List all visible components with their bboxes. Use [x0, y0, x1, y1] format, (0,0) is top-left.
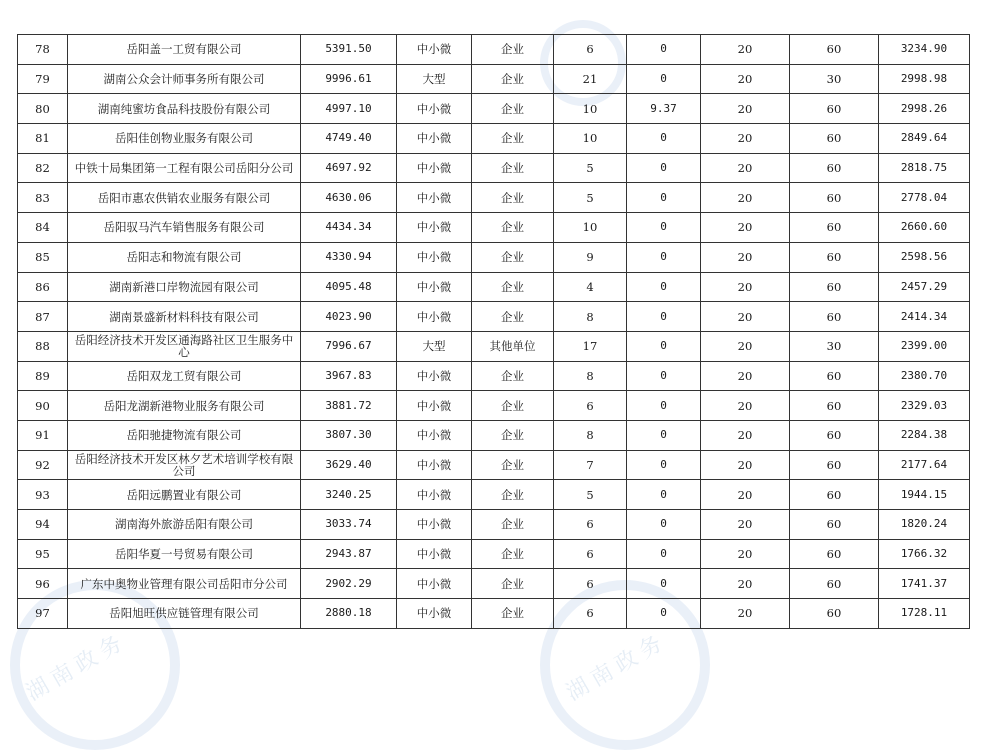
score-c-cell: 60 [790, 480, 879, 510]
score-c-cell: 60 [790, 539, 879, 569]
company-name-cell: 岳阳华夏一号贸易有限公司 [68, 539, 301, 569]
amount-cell: 3240.25 [301, 480, 397, 510]
total-amount-cell: 2399.00 [879, 331, 970, 361]
amount-cell: 3033.74 [301, 510, 397, 540]
row-number-cell: 89 [18, 361, 68, 391]
employee-count-cell: 21 [554, 64, 627, 94]
score-b-cell: 20 [701, 302, 790, 332]
score-a-cell: 0 [627, 35, 701, 65]
amount-cell: 2943.87 [301, 539, 397, 569]
score-c-cell: 60 [790, 391, 879, 421]
table-row [18, 94, 970, 124]
company-name-cell: 岳阳经济技术开发区通海路社区卫生服务中心 [68, 331, 301, 361]
unit-type-cell: 企业 [472, 242, 554, 272]
score-a-cell: 0 [627, 450, 701, 480]
employee-count-cell: 6 [554, 599, 627, 629]
unit-type-cell: 企业 [472, 510, 554, 540]
total-amount-cell: 1766.32 [879, 539, 970, 569]
row-number-cell: 83 [18, 183, 68, 213]
enterprise-size-cell: 中小微 [397, 599, 472, 629]
score-a-cell: 0 [627, 213, 701, 243]
row-number-cell: 87 [18, 302, 68, 332]
table-row [18, 242, 970, 272]
score-b-cell: 20 [701, 64, 790, 94]
total-amount-cell: 2778.04 [879, 183, 970, 213]
company-name-cell: 岳阳远鹏置业有限公司 [68, 480, 301, 510]
total-amount-cell: 2849.64 [879, 124, 970, 154]
enterprise-size-cell: 中小微 [397, 272, 472, 302]
score-c-cell: 60 [790, 94, 879, 124]
score-b-cell: 20 [701, 539, 790, 569]
total-amount-cell: 2329.03 [879, 391, 970, 421]
employee-count-cell: 10 [554, 124, 627, 154]
score-b-cell: 20 [701, 35, 790, 65]
employee-count-cell: 6 [554, 510, 627, 540]
score-c-cell: 60 [790, 35, 879, 65]
total-amount-cell: 1820.24 [879, 510, 970, 540]
table-row [18, 391, 970, 421]
row-number-cell: 97 [18, 599, 68, 629]
amount-cell: 4997.10 [301, 94, 397, 124]
row-number-cell: 90 [18, 391, 68, 421]
unit-type-cell: 企业 [472, 183, 554, 213]
enterprise-size-cell: 中小微 [397, 242, 472, 272]
score-a-cell: 9.37 [627, 94, 701, 124]
score-c-cell: 60 [790, 302, 879, 332]
score-c-cell: 60 [790, 124, 879, 154]
amount-cell: 7996.67 [301, 331, 397, 361]
enterprise-size-cell: 中小微 [397, 569, 472, 599]
unit-type-cell: 企业 [472, 391, 554, 421]
row-number-cell: 94 [18, 510, 68, 540]
total-amount-cell: 2414.34 [879, 302, 970, 332]
table-body [18, 35, 970, 629]
row-number-cell: 86 [18, 272, 68, 302]
row-number-cell: 91 [18, 420, 68, 450]
company-name-cell: 岳阳志和物流有限公司 [68, 242, 301, 272]
amount-cell: 4697.92 [301, 153, 397, 183]
watermark-text-left: 湖南政务 [22, 628, 132, 707]
score-b-cell: 20 [701, 420, 790, 450]
row-number-cell: 85 [18, 242, 68, 272]
score-a-cell: 0 [627, 480, 701, 510]
total-amount-cell: 2177.64 [879, 450, 970, 480]
unit-type-cell: 企业 [472, 124, 554, 154]
score-b-cell: 20 [701, 361, 790, 391]
table-row [18, 450, 970, 480]
score-a-cell: 0 [627, 302, 701, 332]
score-c-cell: 60 [790, 361, 879, 391]
company-name-cell: 岳阳驭马汽车销售服务有限公司 [68, 213, 301, 243]
company-name-cell: 中铁十局集团第一工程有限公司岳阳分公司 [68, 153, 301, 183]
table-row [18, 183, 970, 213]
total-amount-cell: 2660.60 [879, 213, 970, 243]
total-amount-cell: 1741.37 [879, 569, 970, 599]
table-row [18, 64, 970, 94]
score-a-cell: 0 [627, 272, 701, 302]
unit-type-cell: 企业 [472, 35, 554, 65]
enterprise-size-cell: 中小微 [397, 480, 472, 510]
table-row [18, 153, 970, 183]
score-b-cell: 20 [701, 94, 790, 124]
amount-cell: 4330.94 [301, 242, 397, 272]
row-number-cell: 92 [18, 450, 68, 480]
total-amount-cell: 2380.70 [879, 361, 970, 391]
amount-cell: 5391.50 [301, 35, 397, 65]
enterprise-size-cell: 大型 [397, 64, 472, 94]
unit-type-cell: 企业 [472, 94, 554, 124]
enterprise-size-cell: 中小微 [397, 94, 472, 124]
amount-cell: 4095.48 [301, 272, 397, 302]
score-a-cell: 0 [627, 420, 701, 450]
table-row [18, 272, 970, 302]
employee-count-cell: 5 [554, 480, 627, 510]
row-number-cell: 79 [18, 64, 68, 94]
enterprise-size-cell: 中小微 [397, 213, 472, 243]
employee-count-cell: 8 [554, 302, 627, 332]
amount-cell: 9996.61 [301, 64, 397, 94]
score-c-cell: 60 [790, 242, 879, 272]
table-row [18, 124, 970, 154]
table-row [18, 302, 970, 332]
employee-count-cell: 10 [554, 213, 627, 243]
total-amount-cell: 2998.98 [879, 64, 970, 94]
table-row [18, 599, 970, 629]
employee-count-cell: 8 [554, 361, 627, 391]
unit-type-cell: 企业 [472, 450, 554, 480]
score-a-cell: 0 [627, 539, 701, 569]
score-a-cell: 0 [627, 599, 701, 629]
total-amount-cell: 2998.26 [879, 94, 970, 124]
score-c-cell: 60 [790, 183, 879, 213]
unit-type-cell: 企业 [472, 420, 554, 450]
row-number-cell: 78 [18, 35, 68, 65]
amount-cell: 4630.06 [301, 183, 397, 213]
total-amount-cell: 2284.38 [879, 420, 970, 450]
score-a-cell: 0 [627, 510, 701, 540]
company-name-cell: 湖南纯蜜坊食品科技股份有限公司 [68, 94, 301, 124]
amount-cell: 4023.90 [301, 302, 397, 332]
score-c-cell: 60 [790, 420, 879, 450]
company-name-cell: 湖南公众会计师事务所有限公司 [68, 64, 301, 94]
row-number-cell: 93 [18, 480, 68, 510]
company-name-cell: 湖南景盛新材料科技有限公司 [68, 302, 301, 332]
company-name-cell: 岳阳经济技术开发区林夕艺术培训学校有限公司 [68, 450, 301, 480]
score-b-cell: 20 [701, 242, 790, 272]
company-name-cell: 岳阳旭旺供应链管理有限公司 [68, 599, 301, 629]
amount-cell: 3629.40 [301, 450, 397, 480]
table-row [18, 510, 970, 540]
amount-cell: 3881.72 [301, 391, 397, 421]
score-a-cell: 0 [627, 361, 701, 391]
enterprise-size-cell: 中小微 [397, 510, 472, 540]
table-row [18, 331, 970, 361]
row-number-cell: 95 [18, 539, 68, 569]
enterprise-size-cell: 中小微 [397, 35, 472, 65]
unit-type-cell: 企业 [472, 153, 554, 183]
table-row [18, 539, 970, 569]
table-row [18, 569, 970, 599]
score-a-cell: 0 [627, 124, 701, 154]
score-a-cell: 0 [627, 183, 701, 213]
employee-count-cell: 6 [554, 391, 627, 421]
unit-type-cell: 企业 [472, 272, 554, 302]
employee-count-cell: 17 [554, 331, 627, 361]
company-name-cell: 岳阳市惠农供销农业服务有限公司 [68, 183, 301, 213]
enterprise-size-cell: 中小微 [397, 391, 472, 421]
score-c-cell: 60 [790, 153, 879, 183]
employee-count-cell: 10 [554, 94, 627, 124]
watermark-text-mid: 湖南政务 [562, 628, 672, 707]
employee-count-cell: 4 [554, 272, 627, 302]
company-name-cell: 岳阳双龙工贸有限公司 [68, 361, 301, 391]
score-c-cell: 60 [790, 272, 879, 302]
amount-cell: 2880.18 [301, 599, 397, 629]
score-c-cell: 60 [790, 599, 879, 629]
unit-type-cell: 企业 [472, 213, 554, 243]
score-a-cell: 0 [627, 64, 701, 94]
enterprise-size-cell: 中小微 [397, 153, 472, 183]
amount-cell: 3807.30 [301, 420, 397, 450]
company-name-cell: 岳阳佳创物业服务有限公司 [68, 124, 301, 154]
total-amount-cell: 1944.15 [879, 480, 970, 510]
score-b-cell: 20 [701, 480, 790, 510]
row-number-cell: 88 [18, 331, 68, 361]
company-name-cell: 岳阳盖一工贸有限公司 [68, 35, 301, 65]
unit-type-cell: 企业 [472, 64, 554, 94]
row-number-cell: 96 [18, 569, 68, 599]
score-c-cell: 60 [790, 510, 879, 540]
total-amount-cell: 2818.75 [879, 153, 970, 183]
score-a-cell: 0 [627, 391, 701, 421]
employee-count-cell: 5 [554, 153, 627, 183]
company-name-cell: 岳阳驰捷物流有限公司 [68, 420, 301, 450]
row-number-cell: 80 [18, 94, 68, 124]
company-name-cell: 岳阳龙湖新港物业服务有限公司 [68, 391, 301, 421]
ranking-table [17, 34, 970, 629]
score-a-cell: 0 [627, 242, 701, 272]
total-amount-cell: 3234.90 [879, 35, 970, 65]
unit-type-cell: 企业 [472, 539, 554, 569]
company-name-cell: 湖南新港口岸物流园有限公司 [68, 272, 301, 302]
score-b-cell: 20 [701, 331, 790, 361]
unit-type-cell: 企业 [472, 361, 554, 391]
unit-type-cell: 企业 [472, 599, 554, 629]
enterprise-size-cell: 中小微 [397, 361, 472, 391]
enterprise-size-cell: 中小微 [397, 539, 472, 569]
company-name-cell: 广东中奥物业管理有限公司岳阳市分公司 [68, 569, 301, 599]
employee-count-cell: 8 [554, 420, 627, 450]
score-c-cell: 60 [790, 569, 879, 599]
enterprise-size-cell: 中小微 [397, 420, 472, 450]
employee-count-cell: 9 [554, 242, 627, 272]
total-amount-cell: 2598.56 [879, 242, 970, 272]
row-number-cell: 82 [18, 153, 68, 183]
unit-type-cell: 其他单位 [472, 331, 554, 361]
employee-count-cell: 6 [554, 35, 627, 65]
score-b-cell: 20 [701, 153, 790, 183]
company-name-cell: 湖南海外旅游岳阳有限公司 [68, 510, 301, 540]
score-b-cell: 20 [701, 124, 790, 154]
score-c-cell: 60 [790, 450, 879, 480]
score-a-cell: 0 [627, 153, 701, 183]
total-amount-cell: 1728.11 [879, 599, 970, 629]
score-b-cell: 20 [701, 391, 790, 421]
total-amount-cell: 2457.29 [879, 272, 970, 302]
employee-count-cell: 6 [554, 539, 627, 569]
score-c-cell: 30 [790, 64, 879, 94]
score-a-cell: 0 [627, 331, 701, 361]
enterprise-size-cell: 大型 [397, 331, 472, 361]
score-b-cell: 20 [701, 569, 790, 599]
table-row [18, 420, 970, 450]
score-b-cell: 20 [701, 599, 790, 629]
enterprise-size-cell: 中小微 [397, 124, 472, 154]
score-b-cell: 20 [701, 510, 790, 540]
amount-cell: 2902.29 [301, 569, 397, 599]
amount-cell: 3967.83 [301, 361, 397, 391]
score-b-cell: 20 [701, 183, 790, 213]
employee-count-cell: 6 [554, 569, 627, 599]
amount-cell: 4434.34 [301, 213, 397, 243]
unit-type-cell: 企业 [472, 569, 554, 599]
amount-cell: 4749.40 [301, 124, 397, 154]
score-c-cell: 60 [790, 213, 879, 243]
enterprise-size-cell: 中小微 [397, 450, 472, 480]
enterprise-size-cell: 中小微 [397, 183, 472, 213]
table-row [18, 35, 970, 65]
employee-count-cell: 7 [554, 450, 627, 480]
unit-type-cell: 企业 [472, 302, 554, 332]
table-row [18, 361, 970, 391]
table-row [18, 480, 970, 510]
score-b-cell: 20 [701, 450, 790, 480]
employee-count-cell: 5 [554, 183, 627, 213]
table-row [18, 213, 970, 243]
enterprise-size-cell: 中小微 [397, 302, 472, 332]
row-number-cell: 81 [18, 124, 68, 154]
score-b-cell: 20 [701, 272, 790, 302]
row-number-cell: 84 [18, 213, 68, 243]
score-a-cell: 0 [627, 569, 701, 599]
score-b-cell: 20 [701, 213, 790, 243]
unit-type-cell: 企业 [472, 480, 554, 510]
score-c-cell: 30 [790, 331, 879, 361]
